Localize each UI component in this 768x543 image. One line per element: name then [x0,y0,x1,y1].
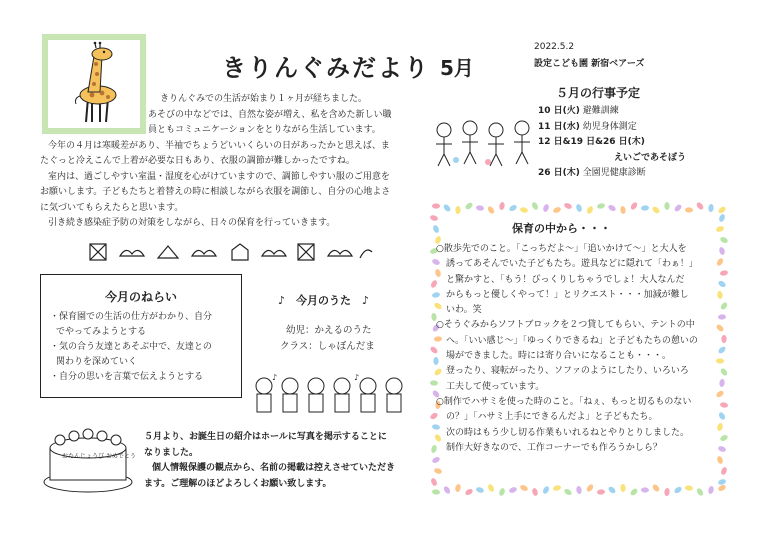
confetti-dot [552,206,561,214]
intro-line: きりんぐみでの生活が始まり１ヶ月が経ちました。 [160,94,368,104]
nursery-line: の？」「ハサミ上手にできるんだよ」と子どもたち。 [446,412,658,423]
goal-line: ・保育園での生活の仕方がわかり、自分 [50,312,213,322]
confetti-dot [432,203,440,208]
confetti-dot [430,214,439,221]
confetti-dot [673,486,683,495]
event-date: 10 日(火) [538,106,580,116]
confetti-dot [718,213,726,222]
confetti-dot [455,206,461,214]
confetti-dot [542,485,550,495]
confetti-dot [586,205,594,215]
birthday-line: ます。ご理解のほどよろしくお願い致します。 [144,478,332,489]
confetti-dot [620,206,627,215]
confetti-dot [519,484,528,492]
goal-line: ・気の合う友達とあそぶ中で、友達との [50,342,212,352]
nursery-line: 場ができました。時には寄り合いになることも・・・。 [446,351,672,362]
event-name: 全園児健康診断 [582,168,646,178]
goal-line: でやってみようとする [56,327,147,337]
confetti-dot [442,203,451,212]
goal-line: 関わりを深めていく [56,357,138,367]
confetti-dot [430,477,438,486]
decorative-row [86,240,376,264]
event-row [538,120,738,136]
confetti-dot [508,486,517,494]
intro-line: 引き続き感染症予防の対策をしながら、日々の保育を行っていきます。 [48,218,336,228]
confetti-dot [475,486,484,493]
confetti-dot [641,487,649,492]
confetti-dot [641,205,650,211]
nursery-line: ○そうぐみからソフトブロックを２つ貸してもらい、テントの中 [436,320,695,331]
confetti-dot [716,455,724,464]
children-illustration [430,116,538,172]
newsletter-month: 5月 [440,56,474,80]
birthday-cake-illustration [40,416,136,496]
confetti-dot [664,202,670,210]
birthday-line: なりました。 [144,447,199,458]
school-name: 設定こども園 新宿ベアーズ [534,59,645,69]
event-date: 12 日&19 日&26 日(木) [538,137,645,147]
confetti-dot [717,205,727,214]
svg-text:♪: ♪ [272,373,278,382]
birthday-notice [144,430,426,492]
nursery-text [436,242,726,456]
confetti-dot [552,485,561,492]
cake-text: おたんじょうび おめでとう [62,453,136,460]
confetti-dot [717,484,727,492]
confetti-dot [487,483,495,492]
nursery-line: ○制作でハサミを使った時のこと。「ねぇ、もっと切るものない [436,396,692,407]
confetti-dot [563,202,572,210]
confetti-dot [715,225,724,233]
intro-line: あそびの中などでは、自然な姿が増え、私を含めた新しい職 [148,109,392,120]
confetti-dot [597,489,605,495]
confetti-dot [531,201,539,210]
events-list [538,104,738,182]
confetti-dot [476,205,485,211]
confetti-dot [685,485,694,492]
confetti-dot [717,478,726,486]
intro-text [40,92,432,232]
event-row [538,104,738,120]
confetti-dot [596,202,605,209]
confetti-dot [455,484,462,493]
confetti-dot [576,486,583,495]
event-date: 26 日(木) [538,168,580,178]
singing-kids-illustration [252,372,422,422]
confetti-dot [695,201,704,210]
confetti-dot [487,205,496,215]
confetti-dot [696,487,705,497]
intro-line: に気づいてもらえたらと思います。 [40,202,184,213]
confetti-dot [575,203,583,212]
nursery-line: からもっと優しくやって！」とリクエスト・・・加減が難し [446,289,689,300]
newsletter-title: きりんぐみだより [222,54,430,82]
event-row [538,135,738,151]
events-title: ５月の行事予定 [556,86,641,100]
confetti-dot [508,204,518,213]
song-class: クラス：しゃぼんだま [280,341,375,352]
issue-date: 2022.5.2 [534,42,575,52]
confetti-dot [464,488,474,497]
intro-line: 室内は、過ごしやすい室温・湿度を心がけていますので、調節しやすい服のご用意を [48,171,390,182]
intro-line: 員ともコミュニケーションをとりながら生活しています。 [148,125,381,135]
event-name: 避難訓練 [582,106,619,116]
confetti-dot [630,201,639,211]
confetti-dot [607,204,617,213]
nursery-line: 誘ってあそんでいた子どもたち。遊具などに隠れて「わぁ！」 [446,259,698,270]
intro-line: お願いします。子どもたちと着替えの時に相談しながら衣服を調節し、自分の心地よさ [40,187,391,197]
confetti-dot [519,206,528,213]
nursery-line: 工夫して使っています。 [446,381,545,392]
confetti-dot [708,204,714,212]
confetti-dot [563,488,573,497]
nursery-line: と驚かすと、「もう！びっくりしちゃうでしょ！大人なんだ [446,274,685,285]
nursery-line: いわ。笑 [446,305,482,316]
goals-list [50,310,240,385]
event-date: 11 日(水) [538,121,580,132]
nursery-line: 制作大好きなので、工作コーナーでも作ろうかしら？ [446,442,662,453]
confetti-dot [651,205,660,214]
confetti-dot [432,489,441,495]
confetti-dot [499,202,506,211]
confetti-dot [629,487,638,496]
confetti-dot [720,466,728,475]
birthday-line: ５月より、お誕生日の紹介はホールに写真を掲示することに [144,432,387,442]
confetti-dot [708,485,715,494]
goals-title: 今月のねらい [104,290,177,304]
confetti-dot [443,485,452,495]
event-sub: えいごであそぼう [614,152,687,163]
event-row [538,166,738,182]
confetti-dot [685,207,693,212]
birthday-line: 個人情報保護の観点から、名前の掲載は控えさせていただき [152,463,396,473]
confetti-dot [586,483,595,493]
confetti-dot [431,456,441,464]
event-name: 幼児身体測定 [582,121,637,132]
confetti-dot [542,203,550,212]
confetti-dot [498,487,506,496]
confetti-dot [607,485,616,494]
confetti-dot [531,487,538,496]
intro-line: たぐっと冷えこんで上着が必要な日もあり、衣服の調節が難しかったですね。 [40,156,355,166]
song-title: ♪ 今月のうた ♪ [278,294,370,307]
nursery-line: へ。「いい感じ～」「ゆっくりできるね」と子どもたちの憩いの [446,335,698,346]
song-infant: 幼児：かえるのうた [286,325,372,336]
confetti-dot [432,224,440,233]
goal-line: ・自分の思いを言葉で伝えようとする [50,372,204,382]
nursery-line: 登ったり、寝転がったり、ソファのようにしたり、いろいろ [446,366,689,377]
nursery-title: 保育の中から・・・ [512,222,611,235]
confetti-dot [651,483,660,492]
confetti-dot [673,203,682,212]
nursery-line: ○散歩先でのこと。「こっちだよ～」「追いかけて～」と大人を [436,244,687,254]
confetti-dot [433,467,442,475]
confetti-dot [464,201,473,210]
confetti-dot [664,488,670,496]
nursery-line: 次の時はもう少し切る作業もいれるねとやりとりしました。 [446,427,690,438]
intro-line: 今年の４月は寒暖差があり、半袖でちょうどいいくらいの日があったかと思えば、ま [48,140,390,151]
svg-text:♪: ♪ [354,373,360,382]
confetti-dot [620,484,625,492]
